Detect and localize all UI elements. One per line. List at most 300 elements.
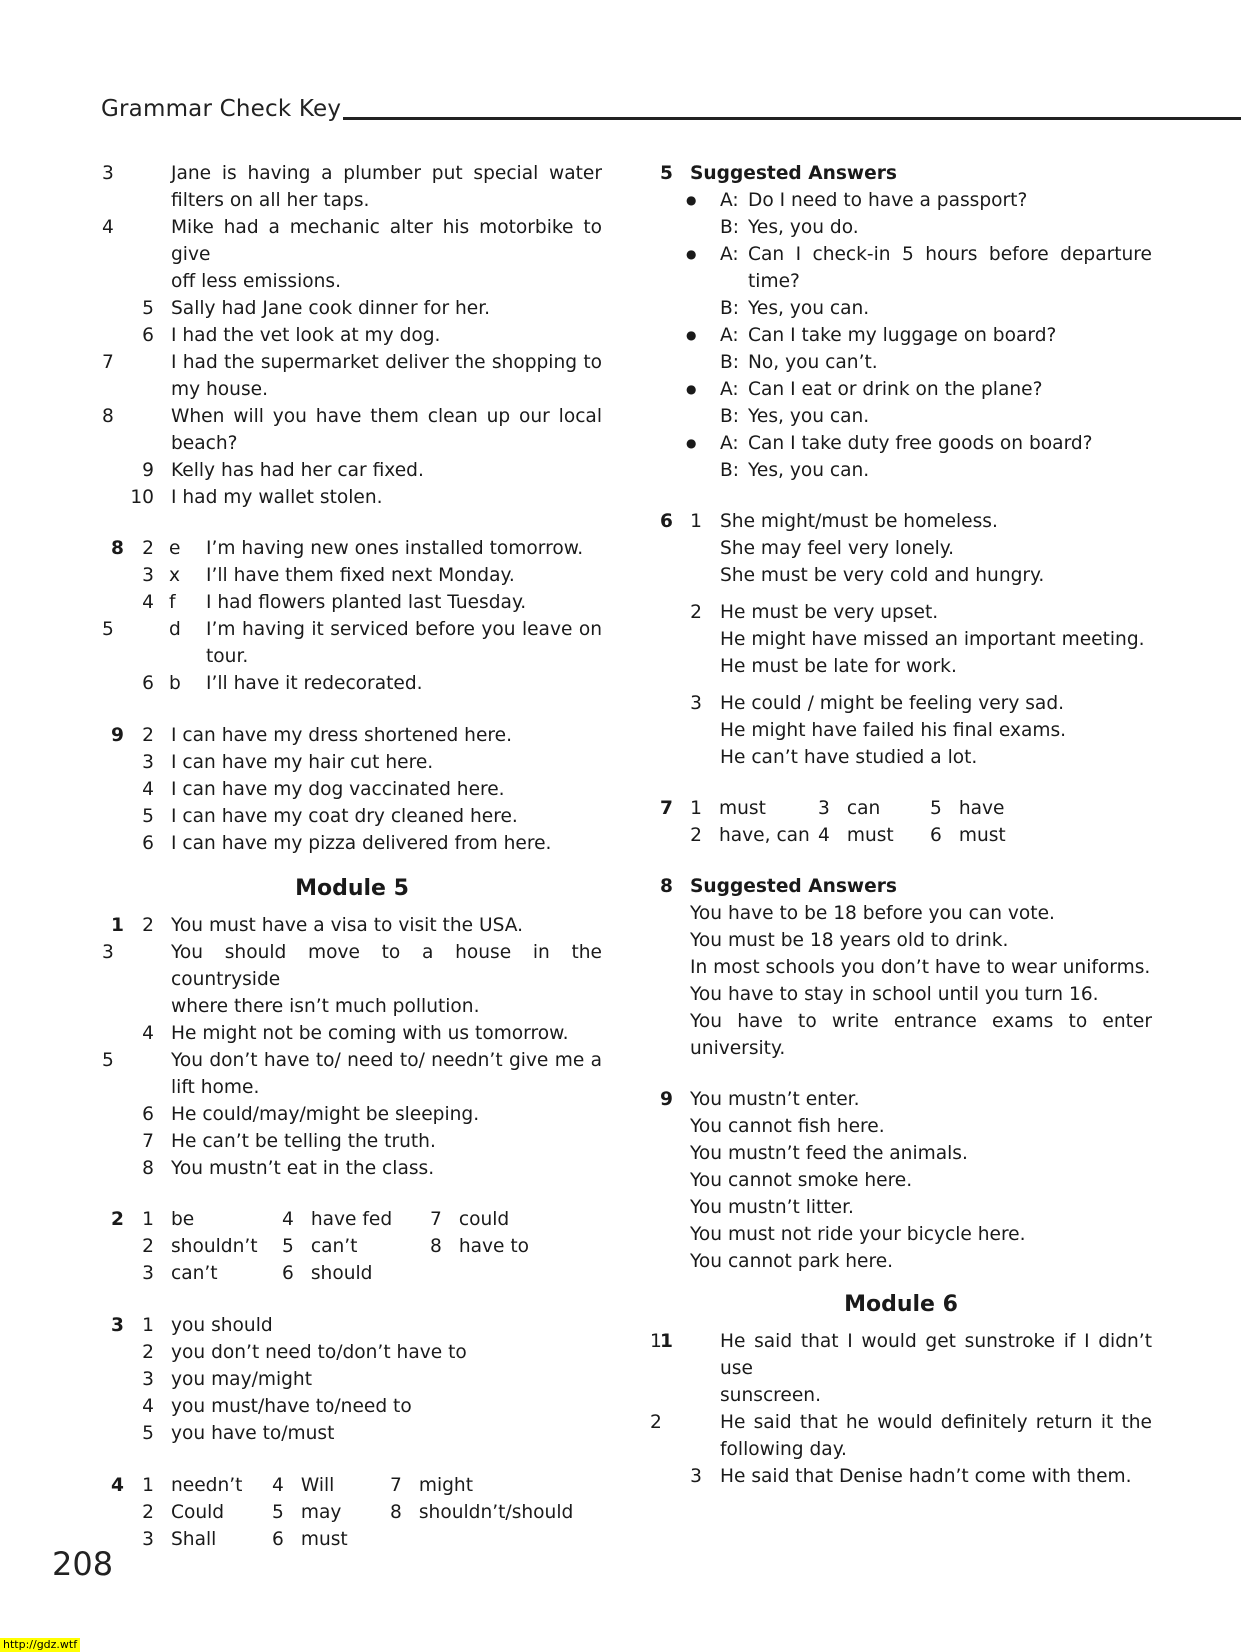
item-number: 6 — [272, 1529, 284, 1550]
answer-text: where there isn’t much pollution. — [171, 996, 480, 1017]
answer-text: You should move to a house in the countryside — [171, 942, 602, 990]
answer-text: I can have my pizza delivered from here. — [171, 833, 552, 854]
answer-cell — [390, 1499, 600, 1526]
answer-cell — [390, 1472, 600, 1499]
answer-text: should — [310, 1263, 373, 1284]
answer-row — [102, 1499, 602, 1526]
answer-text: I’m having it serviced before you leave on — [206, 619, 602, 640]
speaker-label: A: — [720, 433, 739, 454]
item-number: 5 — [142, 806, 154, 827]
item-number: 4 — [282, 1209, 294, 1230]
answer-line — [102, 214, 602, 268]
answer-cell — [818, 822, 930, 849]
answer-line — [102, 670, 602, 697]
item-number: 2 — [142, 1236, 154, 1257]
answer-line — [650, 508, 1152, 535]
answer-line — [102, 484, 602, 511]
answer-line: You cannot smoke here. — [690, 1170, 913, 1191]
answer-cell — [102, 1472, 272, 1499]
answer-text: I can have my dress shortened here. — [171, 725, 512, 746]
answer-line — [650, 1463, 1152, 1490]
answer-line — [102, 349, 602, 376]
answer-row — [102, 1526, 602, 1553]
item-number: 5 — [142, 298, 154, 319]
answer-line — [102, 803, 602, 830]
answer-line — [102, 535, 602, 562]
spacer — [102, 1182, 602, 1206]
item-number: 6 — [282, 1263, 294, 1284]
answer-line — [102, 376, 602, 403]
answer-line — [650, 1436, 1152, 1463]
answer-text: could — [458, 1209, 510, 1230]
spacer — [650, 771, 1152, 795]
spacer — [650, 1275, 1152, 1283]
exercise-number: 7 — [660, 798, 673, 819]
exercise — [102, 160, 602, 511]
answer-line — [650, 744, 1152, 771]
answer-line: You mustn’t litter. — [690, 1197, 854, 1218]
answer-line — [650, 599, 1152, 626]
answer-text: I can have my coat dry cleaned here. — [171, 806, 518, 827]
item-number: 8 — [102, 406, 114, 427]
answer-text: I had the vet look at my dog. — [171, 325, 441, 346]
answer-text: Jane is having a plumber put special water — [171, 163, 602, 184]
item-number: 7 — [102, 352, 114, 373]
item-number: 4 — [272, 1475, 284, 1496]
bullet-icon: ● — [686, 436, 697, 450]
spacer — [650, 680, 1152, 690]
answer-cell — [272, 1472, 390, 1499]
answer-line — [650, 1328, 1152, 1382]
answer-text: following day. — [720, 1439, 847, 1460]
answer-line — [102, 1393, 602, 1420]
answer-line: You mustn’t feed the animals. — [690, 1143, 968, 1164]
answer-line — [102, 1128, 602, 1155]
answer-text: filters on all her taps. — [171, 190, 370, 211]
answer-text: When will you have them clean up our local — [171, 406, 602, 427]
answer-row — [650, 795, 1152, 822]
answer-text: You mustn’t eat in the class. — [171, 1158, 435, 1179]
item-number: 3 — [690, 693, 702, 714]
item-number: 1 — [650, 1331, 662, 1352]
answer-text: must — [958, 825, 1006, 846]
answer-line — [650, 626, 1152, 653]
answer-text: I’ll have it redecorated. — [206, 673, 423, 694]
answer-text: might — [418, 1475, 473, 1496]
item-number: 6 — [142, 833, 154, 854]
bullet-icon: ● — [686, 382, 697, 396]
dialog-text: Do I need to have a passport? — [748, 190, 1028, 211]
answer-cell — [102, 1499, 272, 1526]
answer-text: have to — [458, 1236, 530, 1257]
answer-line — [102, 268, 602, 295]
answer-text: lift home. — [171, 1077, 260, 1098]
exercise — [102, 535, 602, 697]
item-number: 5 — [930, 798, 942, 819]
dialog-text: Can I eat or drink on the plane? — [748, 379, 1043, 400]
item-number: 3 — [142, 1529, 154, 1550]
answer-text: shouldn’t/should — [418, 1502, 574, 1523]
answer-line: You must be 18 years old to drink. — [690, 930, 1009, 951]
exercise-number: 9 — [660, 1089, 673, 1110]
answer-line — [102, 1420, 602, 1447]
item-number: 2 — [142, 1502, 154, 1523]
answer-line — [102, 1366, 602, 1393]
left-column — [102, 160, 602, 1553]
bullet-icon: ● — [686, 193, 697, 207]
answer-line — [102, 187, 602, 214]
answer-text: Shall — [171, 1529, 217, 1550]
answer-text: I’m having new ones installed tomorrow. — [206, 538, 584, 559]
answer-line — [102, 749, 602, 776]
speaker-label: A: — [720, 325, 739, 346]
exercise — [102, 912, 602, 1182]
item-number: 5 — [272, 1502, 284, 1523]
item-number: 7 — [390, 1475, 402, 1496]
answer-text: you may/might — [171, 1369, 313, 1390]
item-number: 3 — [142, 565, 154, 586]
item-number: 3 — [690, 1466, 702, 1487]
answer-cell — [282, 1233, 430, 1260]
answer-row — [102, 1260, 602, 1287]
answer-line: You mustn’t enter. — [690, 1089, 860, 1110]
item-number: 2 — [690, 602, 702, 623]
answer-line — [102, 1312, 602, 1339]
answer-text: have, can — [719, 825, 810, 846]
exercise-number: 3 — [111, 1315, 124, 1336]
exercise-number: 9 — [111, 725, 124, 746]
answer-line — [102, 643, 602, 670]
speaker-label: B: — [720, 298, 740, 319]
item-number: 5 — [102, 1050, 114, 1071]
exercise-number: 5 — [660, 163, 673, 184]
answer-text: I’ll have them fixed next Monday. — [206, 565, 515, 586]
item-number: 4 — [102, 217, 114, 238]
item-number: 6 — [142, 1104, 154, 1125]
answer-line — [102, 722, 602, 749]
answer-row — [102, 1472, 602, 1499]
spacer — [650, 1062, 1152, 1086]
module-5-title: Module 5 — [295, 876, 409, 901]
answer-text: off less emissions. — [171, 271, 342, 292]
answer-text: He might have failed his final exams. — [720, 720, 1067, 741]
item-number: 4 — [818, 825, 830, 846]
answer-text: He could / might be feeling very sad. — [720, 693, 1065, 714]
dialog-text: Can I take my luggage on board? — [748, 325, 1057, 346]
answer-line — [650, 1382, 1152, 1409]
speaker-label: A: — [720, 244, 739, 265]
dialog-text: Can I take duty free goods on board? — [748, 433, 1093, 454]
answer-row — [102, 1206, 602, 1233]
dialog-text: Yes, you can. — [748, 406, 870, 427]
item-number: 7 — [142, 1131, 154, 1152]
answer-text: He could/may/might be sleeping. — [171, 1104, 480, 1125]
answer-line — [102, 1047, 602, 1074]
item-number: 2 — [142, 915, 154, 936]
dialog-answer — [650, 214, 1152, 241]
item-number: 8 — [390, 1502, 402, 1523]
answer-text: I had flowers planted last Tuesday. — [206, 592, 527, 613]
answer-line — [102, 616, 602, 643]
item-number: 3 — [142, 1369, 154, 1390]
answer-text: He must be very upset. — [720, 602, 939, 623]
answer-line — [650, 1409, 1152, 1436]
answer-cell — [102, 1206, 282, 1233]
exercise-number: 8 — [111, 538, 124, 559]
item-number: 6 — [142, 673, 154, 694]
answer-text: He can’t be telling the truth. — [171, 1131, 436, 1152]
item-number: 10 — [130, 487, 154, 508]
answer-text: have — [958, 798, 1005, 819]
answer-text: I had the supermarket deliver the shopping to — [171, 352, 602, 373]
exercise — [102, 1206, 602, 1287]
suggested-answers-heading: Suggested Answers — [690, 163, 897, 184]
answer-text: tour. — [206, 646, 249, 667]
answer-cell — [930, 822, 1130, 849]
answer-line: You must not ride your bicycle here. — [690, 1224, 1026, 1245]
answer-line — [102, 457, 602, 484]
answer-line — [102, 322, 602, 349]
answer-text: She must be very cold and hungry. — [720, 565, 1045, 586]
answer-line — [102, 1074, 602, 1101]
answer-text: you should — [171, 1315, 273, 1336]
answer-text: can’t — [310, 1236, 358, 1257]
answer-cell — [930, 795, 1130, 822]
item-letter: d — [169, 619, 181, 640]
answer-text: you have to/must — [171, 1423, 335, 1444]
item-number: 4 — [142, 1396, 154, 1417]
answer-text: He said that he would definitely return it the — [720, 1412, 1152, 1433]
answer-cell — [282, 1260, 430, 1287]
speaker-label: A: — [720, 379, 739, 400]
answer-text: Kelly has had her car fixed. — [171, 460, 424, 481]
answer-text: needn’t — [171, 1475, 243, 1496]
dialog-answer — [650, 295, 1152, 322]
exercise — [650, 160, 1152, 484]
spacer — [102, 697, 602, 722]
spacer — [102, 857, 602, 867]
answer-text: you don’t need to/don’t have to — [171, 1342, 467, 1363]
answer-row — [102, 1233, 602, 1260]
item-number: 1 — [142, 1475, 154, 1496]
answer-text: He must be late for work. — [720, 656, 957, 677]
answer-line: You cannot park here. — [690, 1251, 894, 1272]
answer-line — [102, 589, 602, 616]
answer-line — [102, 403, 602, 430]
answer-line — [650, 690, 1152, 717]
item-number: 1 — [690, 511, 702, 532]
answer-line — [102, 295, 602, 322]
exercise-number: 6 — [660, 511, 673, 532]
answer-line — [650, 717, 1152, 744]
page-number: 208 — [52, 1545, 114, 1583]
item-number: 2 — [650, 1412, 662, 1433]
speaker-label: B: — [720, 217, 740, 238]
answer-text: She might/must be homeless. — [720, 511, 998, 532]
answer-line — [102, 993, 602, 1020]
dialog-text: time? — [748, 271, 800, 292]
answer-line — [102, 830, 602, 857]
answer-line — [102, 776, 602, 803]
answer-cell — [282, 1206, 430, 1233]
speaker-label: B: — [720, 406, 740, 427]
item-number: 3 — [142, 1263, 154, 1284]
item-number: 5 — [282, 1236, 294, 1257]
item-number: 8 — [142, 1158, 154, 1179]
item-number: 1 — [690, 798, 702, 819]
header-title: Grammar Check Key — [101, 96, 342, 122]
answer-text: beach? — [171, 433, 238, 454]
item-number: 2 — [142, 1342, 154, 1363]
answer-line — [650, 653, 1152, 680]
answer-text: He said that Denise hadn’t come with them. — [720, 1466, 1132, 1487]
answer-line — [102, 562, 602, 589]
item-number: 3 — [818, 798, 830, 819]
answer-line: In most schools you don’t have to wear uniforms. — [690, 957, 1151, 978]
dialog-question — [650, 241, 1152, 268]
answer-text: shouldn’t — [171, 1236, 258, 1257]
exercise — [102, 1312, 602, 1447]
item-number: 7 — [430, 1209, 442, 1230]
speaker-label: B: — [720, 352, 740, 373]
exercise — [650, 1328, 1152, 1490]
answer-line — [650, 562, 1152, 589]
answer-line: university. — [690, 1038, 786, 1059]
answer-text: my house. — [171, 379, 269, 400]
answer-line: You have to stay in school until you turn 16. — [690, 984, 1099, 1005]
answer-text: may — [300, 1502, 342, 1523]
answer-cell — [650, 822, 818, 849]
exercise — [650, 1086, 1152, 1275]
dialog-question — [650, 322, 1152, 349]
item-number: 5 — [142, 1423, 154, 1444]
bullet-icon: ● — [686, 328, 697, 342]
answer-text: You don’t have to/ need to/ needn’t give me a — [171, 1050, 602, 1071]
item-number: 3 — [102, 942, 114, 963]
answer-cell — [650, 795, 818, 822]
answer-row — [650, 822, 1152, 849]
spacer — [650, 484, 1152, 508]
item-number: 4 — [142, 1023, 154, 1044]
item-number: 1 — [142, 1315, 154, 1336]
answer-cell — [102, 1233, 282, 1260]
answer-line: You cannot fish here. — [690, 1116, 885, 1137]
page-header — [101, 96, 1241, 130]
answer-cell — [272, 1499, 390, 1526]
answer-line — [102, 430, 602, 457]
item-number: 9 — [142, 460, 154, 481]
answer-text: He might have missed an important meeting. — [720, 629, 1145, 650]
answer-text: He can’t have studied a lot. — [720, 747, 978, 768]
answer-cell — [430, 1206, 600, 1233]
item-number: 1 — [142, 1209, 154, 1230]
spacer — [102, 1447, 602, 1472]
answer-text: have fed — [310, 1209, 393, 1230]
answer-text: be — [171, 1209, 195, 1230]
speaker-label: A: — [720, 190, 739, 211]
item-number: 6 — [142, 325, 154, 346]
module-6-title: Module 6 — [844, 1292, 958, 1317]
answer-line — [102, 1155, 602, 1182]
header-rule — [343, 117, 1241, 120]
answer-line — [102, 939, 602, 993]
answer-text: must — [300, 1529, 348, 1550]
answer-text: He said that I would get sunstroke if I didn’t use — [720, 1331, 1152, 1379]
exercise — [102, 1472, 602, 1553]
spacer — [650, 849, 1152, 873]
answer-line: You have to write entrance exams to enter — [690, 1011, 1152, 1032]
dialog-answer — [650, 403, 1152, 430]
dialog-answer — [650, 457, 1152, 484]
item-letter: f — [169, 592, 176, 613]
dialog-text: No, you can’t. — [748, 352, 878, 373]
answer-text: must — [846, 825, 894, 846]
exercise-number: 1 — [111, 915, 124, 936]
answer-text: Mike had a mechanic alter his motorbike to give — [171, 217, 602, 265]
answer-line — [102, 1101, 602, 1128]
answer-line — [102, 912, 602, 939]
dialog-question — [650, 430, 1152, 457]
speaker-label: B: — [720, 460, 740, 481]
item-number: 4 — [142, 592, 154, 613]
item-number: 3 — [142, 752, 154, 773]
exercise — [650, 873, 1152, 1062]
answer-text: You must have a visa to visit the USA. — [171, 915, 524, 936]
answer-cell — [102, 1260, 282, 1287]
item-number: 2 — [690, 825, 702, 846]
dialog-text: Can I check-in 5 hours before departure — [748, 244, 1152, 265]
item-number: 5 — [102, 619, 114, 640]
answer-text: Could — [171, 1502, 225, 1523]
dialog-answer — [650, 349, 1152, 376]
exercise-number: 4 — [111, 1475, 124, 1496]
answer-line — [102, 1020, 602, 1047]
answer-text: you must/have to/need to — [171, 1396, 412, 1417]
answer-line — [650, 535, 1152, 562]
answer-text: can — [846, 798, 881, 819]
dialog-question — [650, 187, 1152, 214]
exercise — [650, 508, 1152, 771]
site-badge[interactable]: http://gdz.wtf — [0, 1638, 80, 1652]
dialog-question — [650, 376, 1152, 403]
answer-cell — [272, 1526, 390, 1553]
suggested-answers-heading: Suggested Answers — [690, 876, 897, 897]
item-number: 4 — [142, 779, 154, 800]
item-number: 2 — [142, 725, 154, 746]
answer-line — [102, 1339, 602, 1366]
answer-line: You have to be 18 before you can vote. — [690, 903, 1055, 924]
answer-text: Will — [300, 1475, 335, 1496]
answer-cell — [430, 1233, 600, 1260]
spacer — [102, 511, 602, 535]
answer-cell — [102, 1526, 272, 1553]
dialog-text: Yes, you can. — [748, 460, 870, 481]
answer-text: must — [719, 798, 766, 819]
item-letter: x — [169, 565, 181, 586]
exercise — [650, 795, 1152, 849]
exercise-number: 1 — [660, 1331, 673, 1352]
spacer — [650, 589, 1152, 599]
answer-line — [102, 160, 602, 187]
right-column — [650, 160, 1152, 1490]
bullet-icon: ● — [686, 247, 697, 261]
item-number: 6 — [930, 825, 942, 846]
item-letter: e — [169, 538, 181, 559]
exercise-number: 8 — [660, 876, 673, 897]
answer-text: She may feel very lonely. — [720, 538, 955, 559]
answer-cell — [818, 795, 930, 822]
item-number: 3 — [102, 163, 114, 184]
